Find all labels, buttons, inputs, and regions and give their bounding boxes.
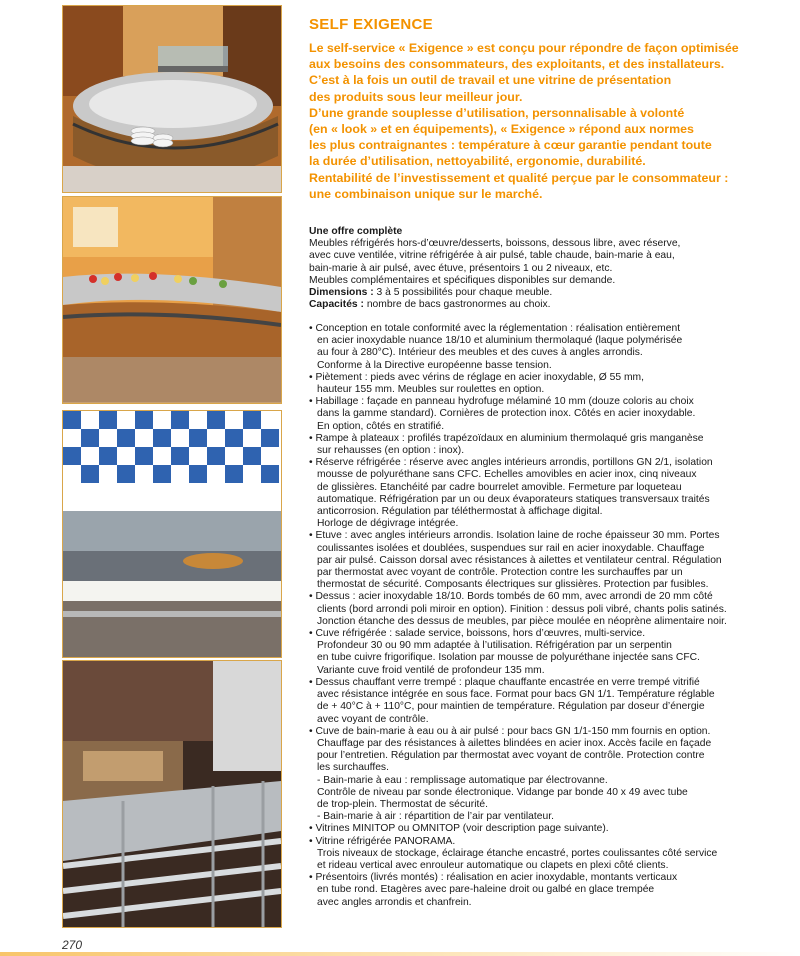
feature-item: [309, 323, 791, 372]
intro-line: C’est à la fois un outil de travail et une vitrine de présentation: [309, 73, 672, 88]
feature-item-line: dans la gamme standard). Cornières de protection inox. Côtés en acier inoxydable.: [317, 408, 696, 420]
photo-buffet-counter: [62, 196, 282, 404]
photo-curved-counter: [62, 5, 282, 193]
intro-line: la durée d’utilisation, nettoyabilité, ergonomie, durabilité.: [309, 154, 646, 169]
photo-service-line: [62, 660, 282, 928]
capacities-line: [309, 299, 779, 311]
dimensions-text: 3 à 5 possibilités pour chaque meuble.: [373, 287, 553, 299]
feature-item-line: Jonction étanche des dessus de meubles, par pièce moulée en néoprène alimentaire noir.: [317, 615, 727, 627]
feature-item: [309, 433, 791, 457]
footer-bar: [0, 952, 800, 956]
feature-item-line: thermostat de sécurité. Composants électriques sur glissières. Protection par fusibles.: [317, 579, 709, 591]
capacities-text: nombre de bacs gastronormes au choix.: [363, 299, 551, 311]
feature-item: [309, 591, 791, 628]
feature-item-first-line: • Présentoirs (livrés montés) : réalisation en acier inoxydable, montants verticaux: [309, 872, 678, 884]
offer-heading: Une offre complète: [309, 226, 403, 237]
page-number: 270: [62, 938, 83, 952]
feature-item-line: Conforme à la Directive européenne basse tension.: [317, 359, 552, 371]
intro-line: (en « look » et en équipements), « Exigence » répond aux normes: [309, 122, 694, 137]
feature-item-line: avec résistance intégrée en sous face. Format pour bacs GN 1/1. Température réglable: [317, 689, 715, 701]
intro-line: des produits sous leur meilleur jour.: [309, 89, 523, 104]
feature-item-first-line: • Habillage : façade en panneau hydrofuge mélaminé 10 mm (douze coloris au choix: [309, 396, 694, 408]
intro-paragraph: [309, 40, 769, 202]
feature-item-first-line: • Dessus chauffant verre trempé : plaque chauffante encastrée en verre trempé vitrifié: [309, 676, 700, 688]
feature-item: [309, 677, 791, 726]
feature-item: [309, 872, 791, 909]
feature-item: [309, 530, 791, 591]
feature-item-line: en tube cuivre frigorifique. Isolation par mousse de polyuréthane injectée sans CFC.: [317, 652, 700, 664]
feature-item-line: En option, côtés en stratifié.: [317, 420, 445, 432]
feature-list: [309, 323, 791, 909]
offer-section: [309, 226, 779, 311]
feature-item-line: de glissières. Etanchéité par cadre bourrelet amovible. Fermeture par loqueteau: [317, 481, 682, 493]
intro-line: aux besoins des consommateurs, des exploitants, et des installateurs.: [309, 57, 725, 72]
feature-item: [309, 628, 791, 677]
feature-item-line: - Bain-marie à air : répartition de l’air par ventilateur.: [317, 811, 554, 823]
feature-item-line: par air pulsé. Caisson dorsal avec résistances à ailettes et ventilateur central. Régulation: [317, 554, 722, 566]
offer-line: bain-marie à air pulsé, avec étuve, présentoirs 1 ou 2 niveaux, etc.: [309, 262, 613, 274]
feature-item-line: coulissantes isolées et doublées, suspendues sur rail en acier inoxydable. Chauffage: [317, 542, 705, 554]
intro-line: D’une grande souplesse d’utilisation, personnalisable à volonté: [309, 105, 685, 120]
feature-item-line: mousse de polyuréthane sans CFC. Echelles amovibles en acier inox, cinq niveaux: [317, 469, 697, 481]
feature-item-line: pour l’entretien. Régulation par thermostat avec voyant de contrôle. Protection contre: [317, 750, 705, 762]
feature-item-line: de trop-plein. Thermostat de sécurité.: [317, 798, 488, 810]
feature-item-first-line: • Etuve : avec angles intérieurs arrondis. Isolation laine de roche épaisseur 30 mm. Portes: [309, 530, 720, 542]
feature-item-first-line: • Conception en totale conformité avec la réglementation : réalisation entièrement: [309, 323, 681, 334]
feature-item-first-line: • Dessus : acier inoxydable 18/10. Bords tombés de 60 mm, avec arrondi de 20 mm côté: [309, 591, 713, 603]
feature-item-line: en tube rond. Etagères avec pare-haleine droit ou galbé en glace trempée: [317, 884, 655, 896]
feature-item-line: en acier inoxydable nuance 18/10 et aluminium thermolaqué (laque polymérisée: [317, 335, 683, 347]
intro-line: une combinaison unique sur le marché.: [309, 186, 543, 201]
dimensions-line: [309, 287, 779, 299]
feature-item-line: Variante cuve froid ventilé de profondeur 135 mm.: [317, 664, 545, 676]
intro-line: les plus contraignantes : température à cœur garantie pendant toute: [309, 138, 712, 153]
feature-item-line: Horloge de dégivrage intégrée.: [317, 518, 459, 530]
offer-line: Meubles réfrigérés hors-d’œuvre/desserts, boissons, dessous libre, avec réserve,: [309, 238, 681, 250]
feature-item-line: anticorrosion. Régulation par téléthermostat à affichage digital.: [317, 506, 603, 518]
intro-line: Rentabilité de l’investissement et qualité perçue par le consommateur :: [309, 170, 729, 185]
feature-item-line: par thermostat avec voyant de contrôle. Protection contre les surchauffes par un: [317, 567, 683, 579]
feature-item-first-line: • Piètement : pieds avec vérins de réglage en acier inoxydable, Ø 55 mm,: [309, 371, 644, 383]
feature-item-line: - Bain-marie à eau : remplissage automatique par électrovanne.: [317, 774, 608, 786]
feature-item-first-line: • Réserve réfrigérée : réserve avec angles intérieurs arrondis, portillons GN 2/1, isolation: [309, 457, 713, 469]
intro-line: Le self-service « Exigence » est conçu pour répondre de façon optimisée: [309, 41, 739, 55]
feature-item-line: hauteur 155 mm. Meubles sur roulettes en option.: [317, 384, 545, 396]
feature-item-line: Contrôle de niveau par sonde électronique. Vidange par bonde 40 x 49 avec tube: [317, 786, 688, 798]
feature-item: [309, 372, 791, 396]
feature-item: [309, 726, 791, 824]
dimensions-label: Dimensions :: [309, 287, 374, 299]
offer-line: Meubles complémentaires et spécifiques disponibles sur demande.: [309, 274, 616, 286]
feature-item-line: de + 40°C à + 110°C, pour maintien de température. Régulation par doseur d’énergie: [317, 701, 705, 713]
photo-hot-counter: [62, 410, 282, 658]
feature-item: [309, 396, 791, 433]
offer-line: avec cuve ventilée, vitrine réfrigérée à air pulsé, table chaude, bain-marie à eau,: [309, 250, 675, 262]
feature-item-line: sur rehausses (en option : inox).: [317, 445, 465, 457]
feature-item-line: avec voyant de contrôle.: [317, 713, 429, 725]
feature-item-line: au four à 280°C). Intérieur des meubles et des cuves à angles arrondis.: [317, 347, 643, 359]
feature-item: [309, 823, 791, 835]
feature-item: [309, 457, 791, 530]
feature-item-line: Chauffage par des résistances à ailettes blindées en acier inox. Accès facile en façade: [317, 737, 712, 749]
page-title: SELF EXIGENCE: [309, 16, 433, 33]
feature-item-first-line: • Cuve réfrigérée : salade service, boissons, hors d’œuvres, multi-service.: [309, 628, 646, 640]
feature-item-line: Trois niveaux de stockage, éclairage étanche encastré, portes coulissantes côté service: [317, 847, 718, 859]
feature-item-first-line: • Vitrines MINITOP ou OMNITOP (voir description page suivante).: [309, 823, 609, 835]
feature-item-line: clients (bord arrondi poli miroir en option). Finition : dessus poli vibré, chants polis satinés.: [317, 603, 727, 615]
feature-item-line: Profondeur 30 ou 90 mm adaptée à l’utilisation. Réfrigération par un serpentin: [317, 640, 672, 652]
feature-item-first-line: • Cuve de bain-marie à eau ou à air pulsé : pour bacs GN 1/1-150 mm fournis en option.: [309, 725, 711, 737]
feature-item-line: et rideau vertical avec enrouleur automatique ou clapets en plexi côté clients.: [317, 859, 669, 871]
feature-item-line: avec angles arrondis et chanfrein.: [317, 896, 472, 908]
feature-item-first-line: • Rampe à plateaux : profilés trapézoïdaux en aluminium thermolaqué gris manganèse: [309, 432, 704, 444]
capacities-label: Capacités :: [309, 299, 364, 311]
feature-item: [309, 836, 791, 873]
feature-item-line: automatique. Réfrigération par un ou deux évaporateurs statiques transversaux traités: [317, 493, 710, 505]
feature-item-first-line: • Vitrine réfrigérée PANORAMA.: [309, 835, 456, 847]
feature-item-line: les surchauffes.: [317, 762, 389, 774]
